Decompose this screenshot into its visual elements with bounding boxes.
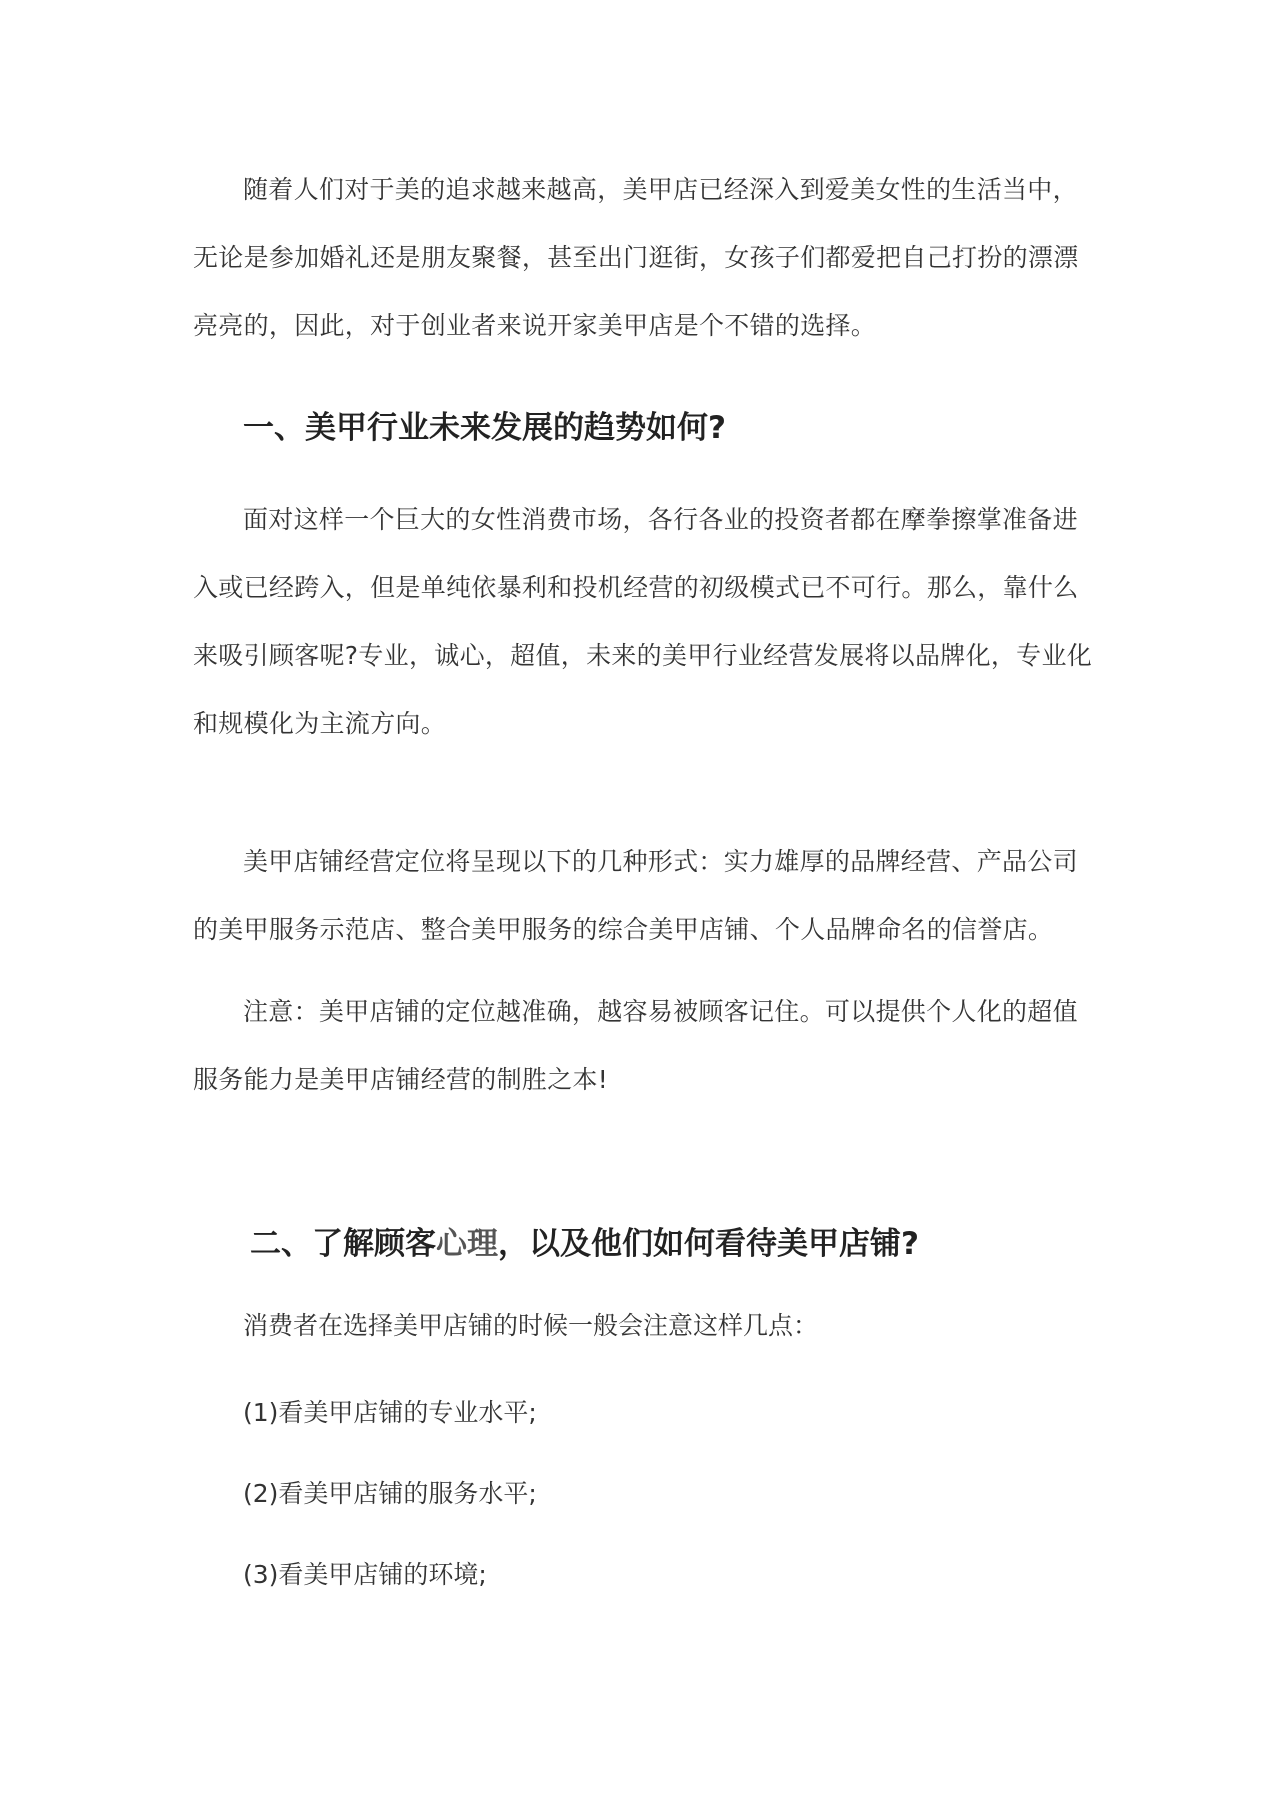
list-item: (2)看美甲店铺的服务水平; bbox=[243, 1479, 537, 1508]
section-1-paragraph-2: 美甲店铺经营定位将呈现以下的几种形式：实力雄厚的品牌经营、产品公司的美甲服务示范店、整合美甲服务的综合美甲店铺、个人品牌命名的信誉店。 bbox=[193, 847, 1078, 944]
section-1-paragraph-1: 面对这样一个巨大的女性消费市场，各行各业的投资者都在摩拳擦掌准备进入或已经跨入，但是单纯依暴利和投机经营的初级模式已不可行。那么，靠什么来吸引顾客呢?专业，诚心，超值，未来的美甲行业经营发展将以品牌化，专业化和规模化为主流方向。 bbox=[193, 505, 1093, 738]
section-1-paragraph-3: 注意：美甲店铺的定位越准确，越容易被顾客记住。可以提供个人化的超值服务能力是美甲店铺经营的制胜之本! bbox=[193, 997, 1078, 1094]
section-2-heading-part2: ，以及他们如何看待美甲店铺? bbox=[498, 1226, 919, 1262]
intro-paragraph: 随着人们对于美的追求越来越高，美甲店已经深入到爱美女性的生活当中，无论是参加婚礼还是朋友聚餐，甚至出门逛街，女孩子们都爱把自己打扮的漂漂亮亮的，因此，对于创业者来说开家美甲店是个不错的选择。 bbox=[193, 175, 1079, 340]
list-item: (3)看美甲店铺的环境; bbox=[243, 1560, 487, 1589]
section-2-heading-accent: 心理 bbox=[436, 1226, 498, 1262]
section-2-heading bbox=[250, 1222, 1100, 1266]
section-2-lead: 消费者在选择美甲店铺的时候一般会注意这样几点： bbox=[243, 1311, 819, 1340]
section-1-heading: 一、美甲行业未来发展的趋势如何? bbox=[243, 410, 726, 446]
list-item: (1)看美甲店铺的专业水平; bbox=[243, 1398, 537, 1427]
section-2-heading-part1: 二、了解顾客 bbox=[250, 1226, 436, 1262]
